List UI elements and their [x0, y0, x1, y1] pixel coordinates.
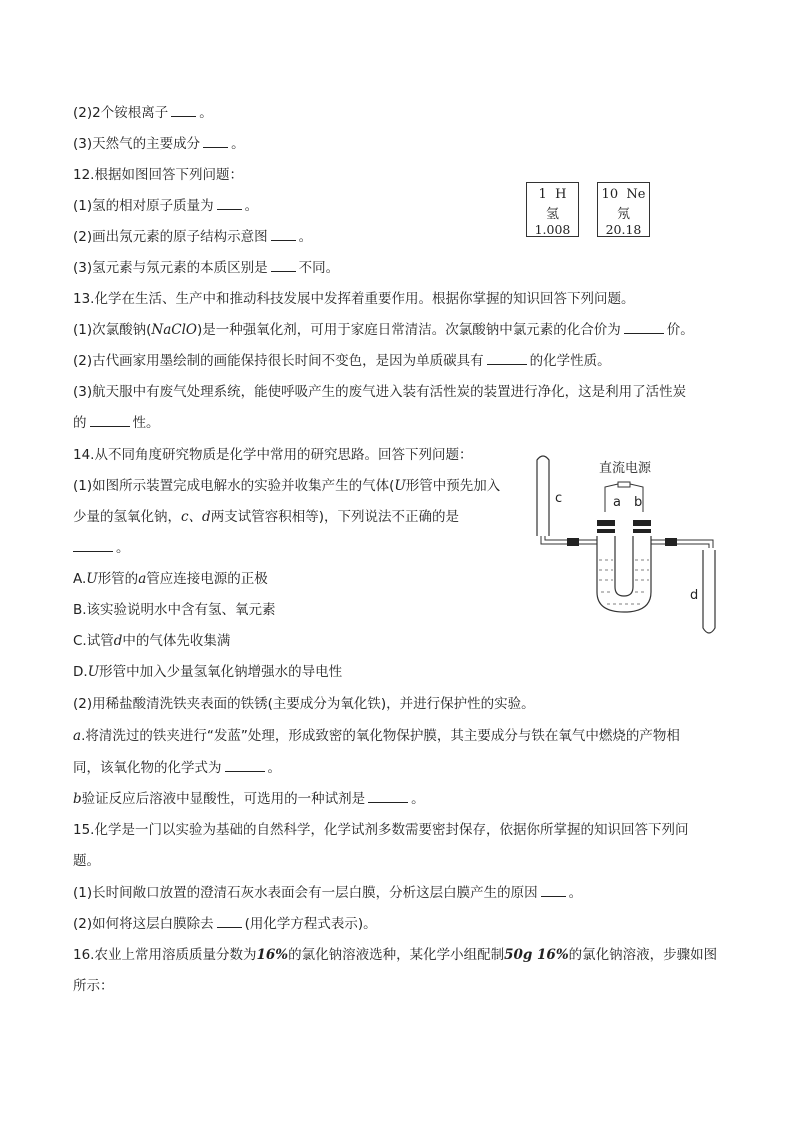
power-box	[618, 482, 630, 487]
q14-part2b: b验证反应后溶液中显酸性，可选用的一种试剂是 。	[73, 791, 425, 807]
connector-tube-c	[541, 536, 591, 544]
stopper-a-lower	[597, 529, 615, 533]
element-card-hydrogen: 1 H 氢 1.008	[526, 182, 579, 237]
stopper-b-lower	[633, 529, 651, 533]
answer-blank[interactable]	[271, 228, 296, 241]
option-c: C.试管d中的气体先收集满	[73, 633, 231, 649]
option-d: D.U形管中加入少量氢氧化钠增强水的导电性	[73, 664, 343, 680]
q12-part2: (2)画出氖元素的原子结构示意图 。	[73, 229, 313, 245]
q14-part1-line2: 少量的氢氧化钠，c、d两支试管容积相等)，下列说法不正确的是	[73, 509, 459, 525]
label-c: c	[555, 491, 563, 506]
side-arm-left	[591, 540, 597, 544]
label-b: b	[634, 495, 643, 510]
q11-part3: (3)天然气的主要成分 。	[73, 136, 245, 152]
answer-blank[interactable]	[368, 790, 408, 803]
answer-blank[interactable]	[73, 539, 113, 552]
q16-stem-line1: 16.农业上常用溶质质量分数为16%的氯化钠溶液选种，某化学小组配制50g 16%的氯化钠溶液，步骤如图	[73, 947, 718, 963]
q15-stem-line2: 题。	[73, 853, 100, 869]
answer-blank[interactable]	[624, 321, 664, 334]
test-tube-c	[537, 456, 549, 536]
q14-part1-line3: 。	[73, 539, 130, 557]
q16-stem-line2: 所示：	[73, 978, 114, 994]
answer-blank[interactable]	[217, 197, 242, 210]
answer-blank[interactable]	[203, 135, 228, 148]
q14-part2a-line2: 同，该氧化物的化学式为 。	[73, 760, 281, 776]
clamp-left	[567, 538, 579, 546]
q12-part3: (3)氢元素与氖元素的本质区别是 不同。	[73, 260, 340, 276]
q15-stem-line1: 15.化学是一门以实验为基础的自然科学，化学试剂多数需要密封保存，依据你所掌握的知识回答下列问	[73, 822, 689, 838]
q13-part2: (2)古代画家用墨绘制的画能保持很长时间不变色，是因为单质碳具有 的化学性质。	[73, 353, 611, 369]
connector-tube-d	[651, 540, 713, 548]
q13-part3-line1: (3)航天服中有废气处理系统，能使呼吸产生的废气进入装有活性炭的装置进行净化，这是利用了活性炭	[73, 384, 687, 400]
test-tube-d	[703, 550, 715, 633]
q13-stem: 13.化学在生活、生产中和推动科技发展中发挥着重要作用。根据你掌握的知识回答下列问题。	[73, 291, 635, 307]
electrolysis-apparatus-figure	[533, 452, 733, 644]
q14-part2: (2)用稀盐酸清洗铁夹表面的铁锈(主要成分为氧化铁)，并进行保护性的实验。	[73, 696, 535, 712]
stopper-a	[597, 520, 615, 526]
answer-blank[interactable]	[271, 259, 296, 272]
answer-blank[interactable]	[225, 759, 265, 772]
clamp-right	[665, 538, 677, 546]
stopper-b	[633, 520, 651, 526]
q11-part2: (2)2个铵根离子 。	[73, 105, 213, 121]
q13-part3-line2: 的 性。	[73, 415, 160, 431]
option-a: A.U形管的a管应连接电源的正极	[73, 571, 268, 587]
q15-part2: (2)如何将这层白膜除去 (用化学方程式表示)。	[73, 916, 377, 932]
answer-blank[interactable]	[171, 104, 196, 117]
q15-part1: (1)长时间敞口放置的澄清石灰水表面会有一层白膜，分析这层白膜产生的原因 。	[73, 885, 583, 901]
water-level	[599, 560, 649, 604]
element-card-neon: 10 Ne 氖 20.18	[597, 182, 650, 237]
q14-stem: 14.从不同角度研究物质是化学中常用的研究思路。回答下列问题：	[73, 447, 473, 463]
q12-part1: (1)氢的相对原子质量为 。	[73, 198, 259, 214]
q14-part2a-line1: a.将清洗过的铁夹进行“发蓝”处理，形成致密的氧化物保护膜，其主要成分与铁在氧气中燃烧的产物相	[73, 728, 680, 744]
q13-part1: (1)次氯酸钠(NaClO)是一种强氧化剂，可用于家庭日常清洁。次氯酸钠中氯元素的化合价为 价。	[73, 322, 694, 338]
answer-blank[interactable]	[90, 414, 130, 427]
q12-stem: 12.根据如图回答下列问题：	[73, 167, 243, 183]
q14-part1-line1: (1)如图所示装置完成电解水的实验并收集产生的气体(U形管中预先加入	[73, 478, 501, 494]
power-label: 直流电源	[599, 461, 652, 476]
label-d: d	[690, 588, 699, 603]
answer-blank[interactable]	[217, 915, 242, 928]
u-tube	[597, 536, 651, 612]
answer-blank[interactable]	[541, 884, 566, 897]
option-b: B.该实验说明水中含有氢、氧元素	[73, 602, 276, 618]
label-a: a	[613, 495, 621, 510]
answer-blank[interactable]	[487, 352, 527, 365]
